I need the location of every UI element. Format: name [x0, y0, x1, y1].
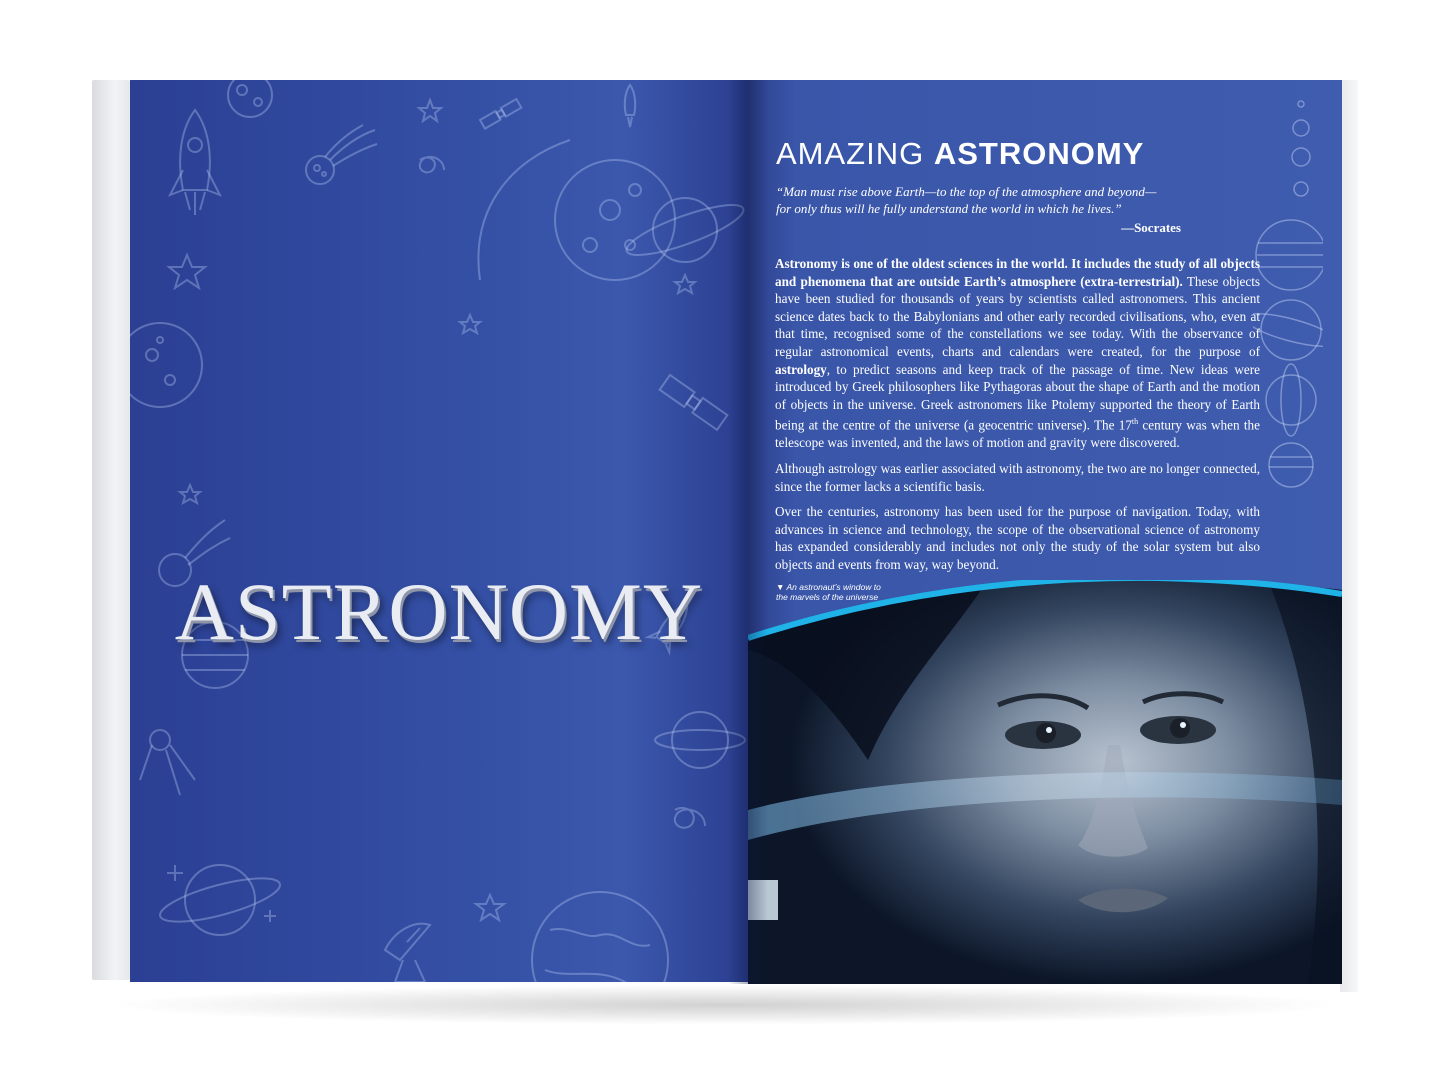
ringed-planet-icon	[622, 196, 748, 265]
comet-icon	[306, 125, 377, 184]
paragraph-3: Over the centuries, astronomy has been used for the purpose of navigation. Today, with advances in science and technology, the scope of the observational science of astronomy has expanded considerably and includes not only the study of the solar system but also objects and events from way, way beyond.	[775, 504, 1260, 572]
satellite-panel-icon	[660, 375, 728, 430]
photo-caption	[776, 582, 886, 602]
space-doodles	[130, 80, 748, 982]
page-heading	[776, 136, 1144, 172]
star-icon	[460, 315, 480, 333]
moon-icon	[228, 80, 272, 117]
paragraph-1	[775, 255, 1260, 452]
cratered-planet-icon	[555, 160, 675, 280]
satellite-dish-icon	[385, 924, 430, 982]
para1-lead: Astronomy is one of the oldest sciences in the world. It includes the study of all objects and phenomena that are outside Earth’s atmosphere (extra-terrestrial).	[775, 256, 1260, 289]
left-page	[130, 80, 748, 982]
mercury-icon	[1298, 101, 1304, 107]
caption-text: An astronaut’s window to the marvels of the universe	[776, 582, 881, 602]
chapter-title: ASTRONOMY	[174, 566, 704, 657]
sparkle-icon	[167, 865, 183, 881]
para1-bold-word: astrology	[775, 361, 827, 377]
galaxy-icon	[675, 808, 705, 828]
para1-text-b: , to predict seasons and keep track of the passage of time. New ideas were introduced by Greek philosophers like Pythagoras about the shape of Earth and the motion of objects in the universe. Greek astronomers like Ptolemy supported the theory of Earth being at the centre of the universe (a geocentric universe). The 17	[775, 361, 1260, 433]
neptune-icon	[1269, 443, 1313, 487]
book-shadow	[100, 985, 1350, 1025]
heading-light: AMAZING	[776, 136, 934, 171]
epigraph-quote	[776, 183, 1186, 217]
right-page	[748, 80, 1342, 984]
star-icon	[476, 895, 504, 920]
mars-icon	[1294, 182, 1308, 196]
book-right-edge	[1340, 80, 1358, 992]
para1-text-c: century was when the telescope was invented, and the laws of motion and gravity were discovered.	[775, 417, 1260, 451]
ringed-planet-icon	[655, 712, 745, 768]
satellite-icon	[480, 99, 521, 129]
quote-author: —Socrates	[1121, 220, 1181, 235]
book-left-edge	[92, 80, 130, 980]
astronaut-photo	[748, 580, 1342, 984]
caption-marker: ▼	[776, 582, 785, 592]
venus-icon	[1293, 120, 1309, 136]
para1-text-a: These objects have been studied for thousands of years by scientists called astronomers. This ancient science dates back to the Babylonians and other early recorded civilisations, who, even at that time, recognised some of the constellations we see today. With the observance of regular astronomical events, charts and calendars were created, for the purpose of	[775, 273, 1260, 359]
small-rocket-icon	[625, 85, 635, 127]
planet-column	[1253, 95, 1323, 605]
globe-icon	[532, 892, 668, 982]
uranus-icon	[1266, 364, 1316, 436]
quote-line-2: for only thus will he fully understand the world in which he lives.”	[776, 201, 1122, 216]
sparkle-icon	[264, 910, 276, 922]
star-icon	[675, 275, 695, 293]
rocket-icon	[170, 110, 220, 215]
heading-bold: ASTRONOMY	[933, 136, 1145, 171]
earth-icon	[1292, 148, 1310, 166]
body-text	[775, 255, 1260, 581]
saturn-icon	[1253, 300, 1323, 360]
star-icon	[419, 100, 441, 121]
para1-superscript: th	[1131, 417, 1139, 427]
galaxy-icon	[420, 157, 444, 172]
quote-line-1: “Man must rise above Earth—to the top of the atmosphere and beyond—	[776, 184, 1157, 199]
asteroid-icon	[130, 323, 202, 407]
star-icon	[169, 255, 205, 288]
paragraph-2: Although astrology was earlier associated with astronomy, the two are no longer connected, since the former lacks a scientific basis.	[775, 460, 1260, 494]
jupiter-icon	[1256, 220, 1323, 290]
star-icon	[180, 485, 200, 503]
sputnik-icon	[140, 730, 195, 795]
